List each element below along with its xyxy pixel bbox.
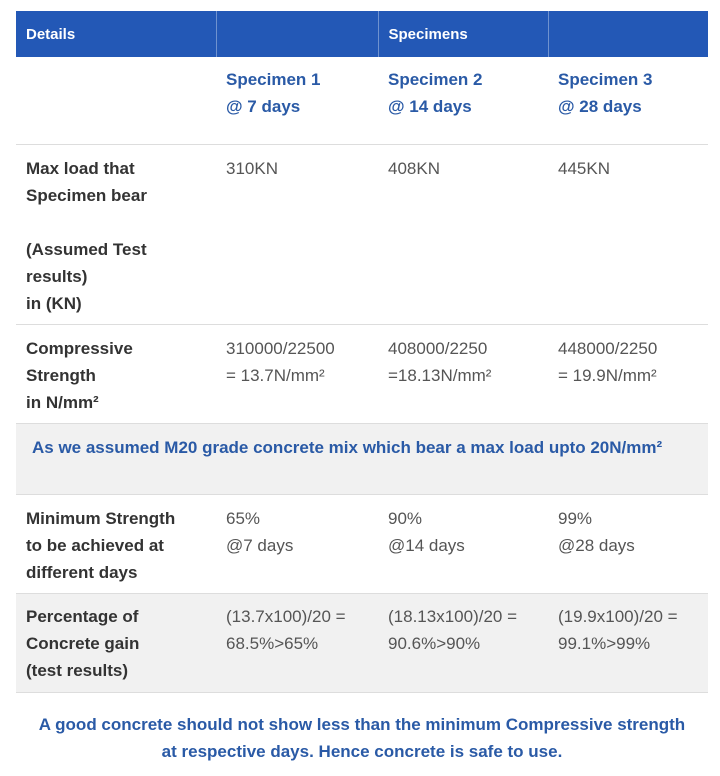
percentage-specimen-2	[378, 593, 548, 692]
compressive-3-result: = 19.9N/mm²	[558, 365, 657, 385]
compressive-2-result: =18.13N/mm²	[388, 365, 492, 385]
percentage-label	[16, 593, 216, 692]
percentage-label-line2: Concrete gain	[26, 633, 140, 653]
specimen-3-age: @ 28 days	[558, 97, 642, 116]
specimen-1-name: Specimen 1	[226, 70, 321, 89]
specimen-3-cell	[548, 57, 708, 144]
table-row-compressive	[16, 324, 708, 423]
specimen-row	[16, 57, 708, 144]
compressive-label-line3: in N/mm²	[26, 392, 99, 412]
max-load-label-line3: (Assumed Test	[26, 239, 147, 259]
max-load-specimen-1: 310KN	[216, 144, 378, 324]
max-load-label-line4: results)	[26, 266, 88, 286]
percentage-specimen-1	[216, 593, 378, 692]
conclusion-line2: at respective days. Hence concrete is safe to use.	[161, 742, 563, 761]
header-details: Details	[16, 11, 216, 57]
percentage-1-formula: (13.7x100)/20 =	[226, 606, 346, 626]
compressive-label-line2: Strength	[26, 365, 96, 385]
percentage-3-formula: (19.9x100)/20 =	[558, 606, 678, 626]
max-load-specimen-3: 445KN	[548, 144, 708, 324]
compressive-1-formula: 310000/22500	[226, 338, 335, 358]
specimen-2-name: Specimen 2	[388, 70, 483, 89]
specimen-2-cell	[378, 57, 548, 144]
minimum-1-days: @7 days	[226, 535, 294, 555]
minimum-1-percent: 65%	[226, 508, 261, 528]
max-load-specimen-2: 408KN	[378, 144, 548, 324]
results-table	[16, 11, 708, 693]
compressive-label-line1: Compressive	[26, 338, 133, 358]
compressive-label	[16, 324, 216, 423]
table-row-minimum	[16, 494, 708, 593]
minimum-specimen-3	[548, 494, 708, 593]
percentage-label-line3: (test results)	[26, 660, 129, 680]
max-load-label	[16, 144, 216, 324]
table-header-row	[16, 11, 708, 57]
percentage-2-result: 90.6%>90%	[388, 633, 481, 653]
minimum-3-percent: 99%	[558, 508, 593, 528]
conclusion-line1: A good concrete should not show less than the minimum Compressive strength	[38, 715, 686, 734]
spacer	[26, 209, 206, 236]
minimum-label-line2: to be achieved at	[26, 535, 164, 555]
max-load-label-line1: Max load that	[26, 158, 135, 178]
minimum-specimen-2	[378, 494, 548, 593]
compressive-specimen-3	[548, 324, 708, 423]
header-empty-2	[548, 11, 708, 57]
table-row-max-load	[16, 144, 708, 324]
minimum-label	[16, 494, 216, 593]
minimum-2-percent: 90%	[388, 508, 423, 528]
specimen-2-age: @ 14 days	[388, 97, 472, 116]
compressive-2-formula: 408000/2250	[388, 338, 488, 358]
compressive-3-formula: 448000/2250	[558, 338, 658, 358]
specimen-1-cell	[216, 57, 378, 144]
percentage-specimen-3	[548, 593, 708, 692]
conclusion-text	[16, 711, 708, 765]
minimum-label-line1: Minimum Strength	[26, 508, 176, 528]
table-row-percentage	[16, 593, 708, 692]
compressive-1-result: = 13.7N/mm²	[226, 365, 325, 385]
header-empty	[216, 11, 378, 57]
minimum-label-line3: different days	[26, 562, 138, 582]
grade-note: As we assumed M20 grade concrete mix which bear a max load upto 20N/mm²	[16, 423, 708, 494]
specimen-label-cell	[16, 57, 216, 144]
compressive-specimen-1	[216, 324, 378, 423]
percentage-label-line1: Percentage of	[26, 606, 139, 626]
max-load-label-line2: Specimen bear	[26, 185, 147, 205]
specimen-1-age: @ 7 days	[226, 97, 301, 116]
table-row-note	[16, 423, 708, 494]
percentage-2-formula: (18.13x100)/20 =	[388, 606, 518, 626]
max-load-label-line5: in (KN)	[26, 293, 82, 313]
header-specimens: Specimens	[378, 11, 548, 57]
minimum-3-days: @28 days	[558, 535, 635, 555]
specimen-3-name: Specimen 3	[558, 70, 653, 89]
minimum-specimen-1	[216, 494, 378, 593]
percentage-1-result: 68.5%>65%	[226, 633, 319, 653]
compressive-specimen-2	[378, 324, 548, 423]
percentage-3-result: 99.1%>99%	[558, 633, 651, 653]
minimum-2-days: @14 days	[388, 535, 465, 555]
